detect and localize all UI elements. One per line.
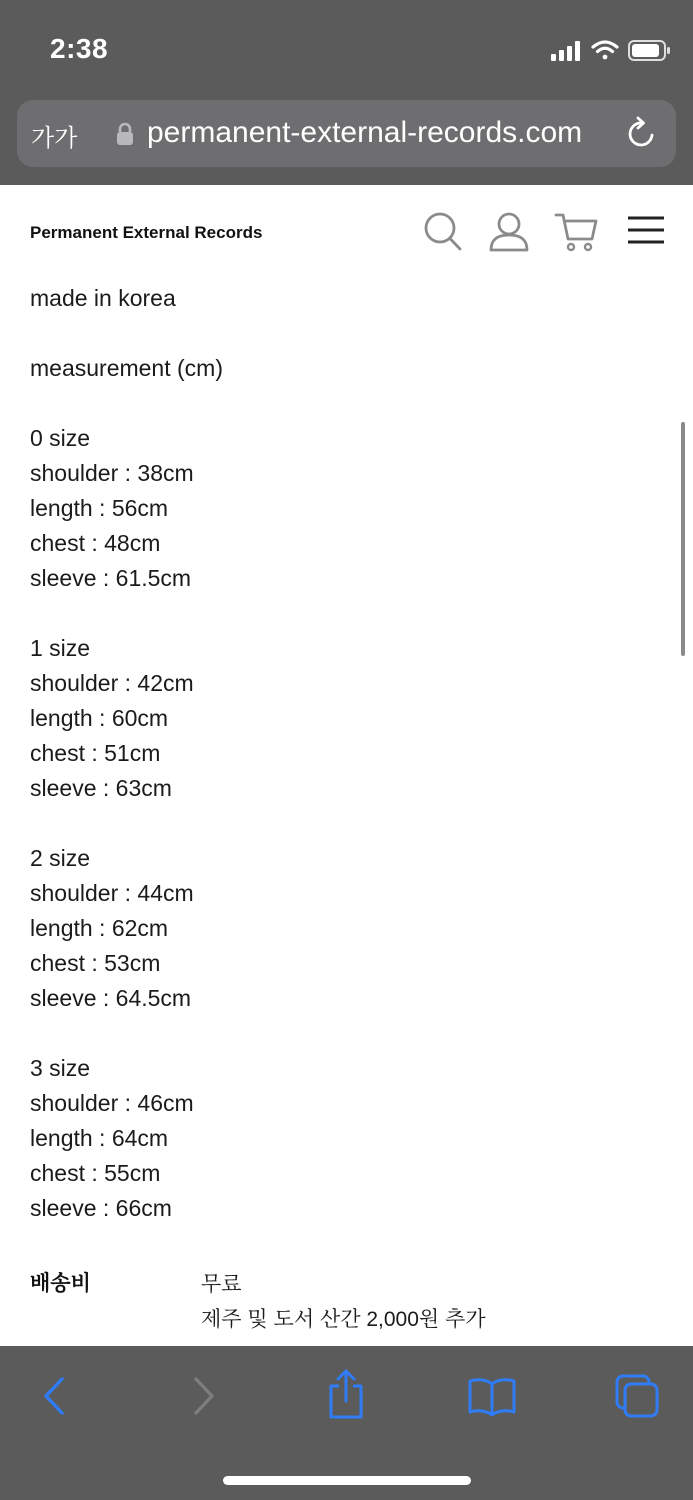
shipping-value: 무료 [201, 1273, 242, 1296]
search-icon[interactable] [423, 211, 463, 253]
chest-measurement: chest : 55cm [30, 1160, 161, 1186]
wifi-icon [593, 42, 617, 59]
product-details [30, 281, 650, 1226]
chest-measurement: chest : 51cm [30, 740, 161, 766]
length-measurement: length : 64cm [30, 1125, 169, 1151]
home-indicator[interactable] [223, 1476, 471, 1485]
site-title[interactable]: Permanent External Records [30, 223, 263, 242]
reload-icon[interactable] [626, 116, 658, 150]
sleeve-measurement: sleeve : 63cm [30, 775, 172, 801]
shipping-info [201, 1267, 486, 1337]
length-measurement: length : 56cm [30, 495, 169, 521]
url-text[interactable]: permanent-external-records.com [147, 116, 583, 149]
menu-icon[interactable] [627, 215, 665, 245]
size-name: 2 size [30, 845, 91, 871]
sleeve-measurement: sleeve : 61.5cm [30, 565, 192, 591]
share-icon[interactable] [326, 1368, 366, 1420]
forward-icon[interactable] [186, 1374, 220, 1418]
origin-text: made in korea [30, 285, 176, 311]
sleeve-measurement: sleeve : 66cm [30, 1195, 172, 1221]
back-icon[interactable] [38, 1374, 72, 1418]
status-time: 2:38 [50, 33, 109, 64]
status-icons [549, 38, 671, 64]
size-block [30, 841, 650, 1016]
length-measurement: length : 62cm [30, 915, 169, 941]
address-bar[interactable] [17, 100, 676, 167]
signal-icon [551, 41, 580, 61]
browser-top-chrome [0, 0, 693, 185]
text-size-button[interactable]: 가가 [31, 124, 78, 152]
shoulder-measurement: shoulder : 46cm [30, 1090, 194, 1116]
size-name: 0 size [30, 425, 91, 451]
measurement-heading: measurement (cm) [30, 355, 223, 381]
cart-icon[interactable] [554, 211, 600, 253]
sleeve-measurement: sleeve : 64.5cm [30, 985, 192, 1011]
shoulder-measurement: shoulder : 44cm [30, 880, 194, 906]
battery-icon [629, 41, 670, 60]
shoulder-measurement: shoulder : 38cm [30, 460, 194, 486]
account-icon[interactable] [489, 211, 529, 253]
tabs-icon[interactable] [612, 1372, 662, 1420]
chest-measurement: chest : 53cm [30, 950, 161, 976]
shipping-label: 배송비 [30, 1272, 91, 1295]
length-measurement: length : 60cm [30, 705, 169, 731]
size-block [30, 1051, 650, 1226]
shipping-note: 제주 및 도서 산간 2,000원 추가 [201, 1308, 486, 1331]
chest-measurement: chest : 48cm [30, 530, 161, 556]
size-block [30, 421, 650, 596]
size-name: 1 size [30, 635, 91, 661]
shoulder-measurement: shoulder : 42cm [30, 670, 194, 696]
lock-icon [116, 122, 134, 146]
scroll-indicator[interactable] [681, 422, 685, 656]
site-header [0, 185, 693, 280]
size-block [30, 631, 650, 806]
size-name: 3 size [30, 1055, 91, 1081]
bookmarks-icon[interactable] [467, 1376, 517, 1416]
